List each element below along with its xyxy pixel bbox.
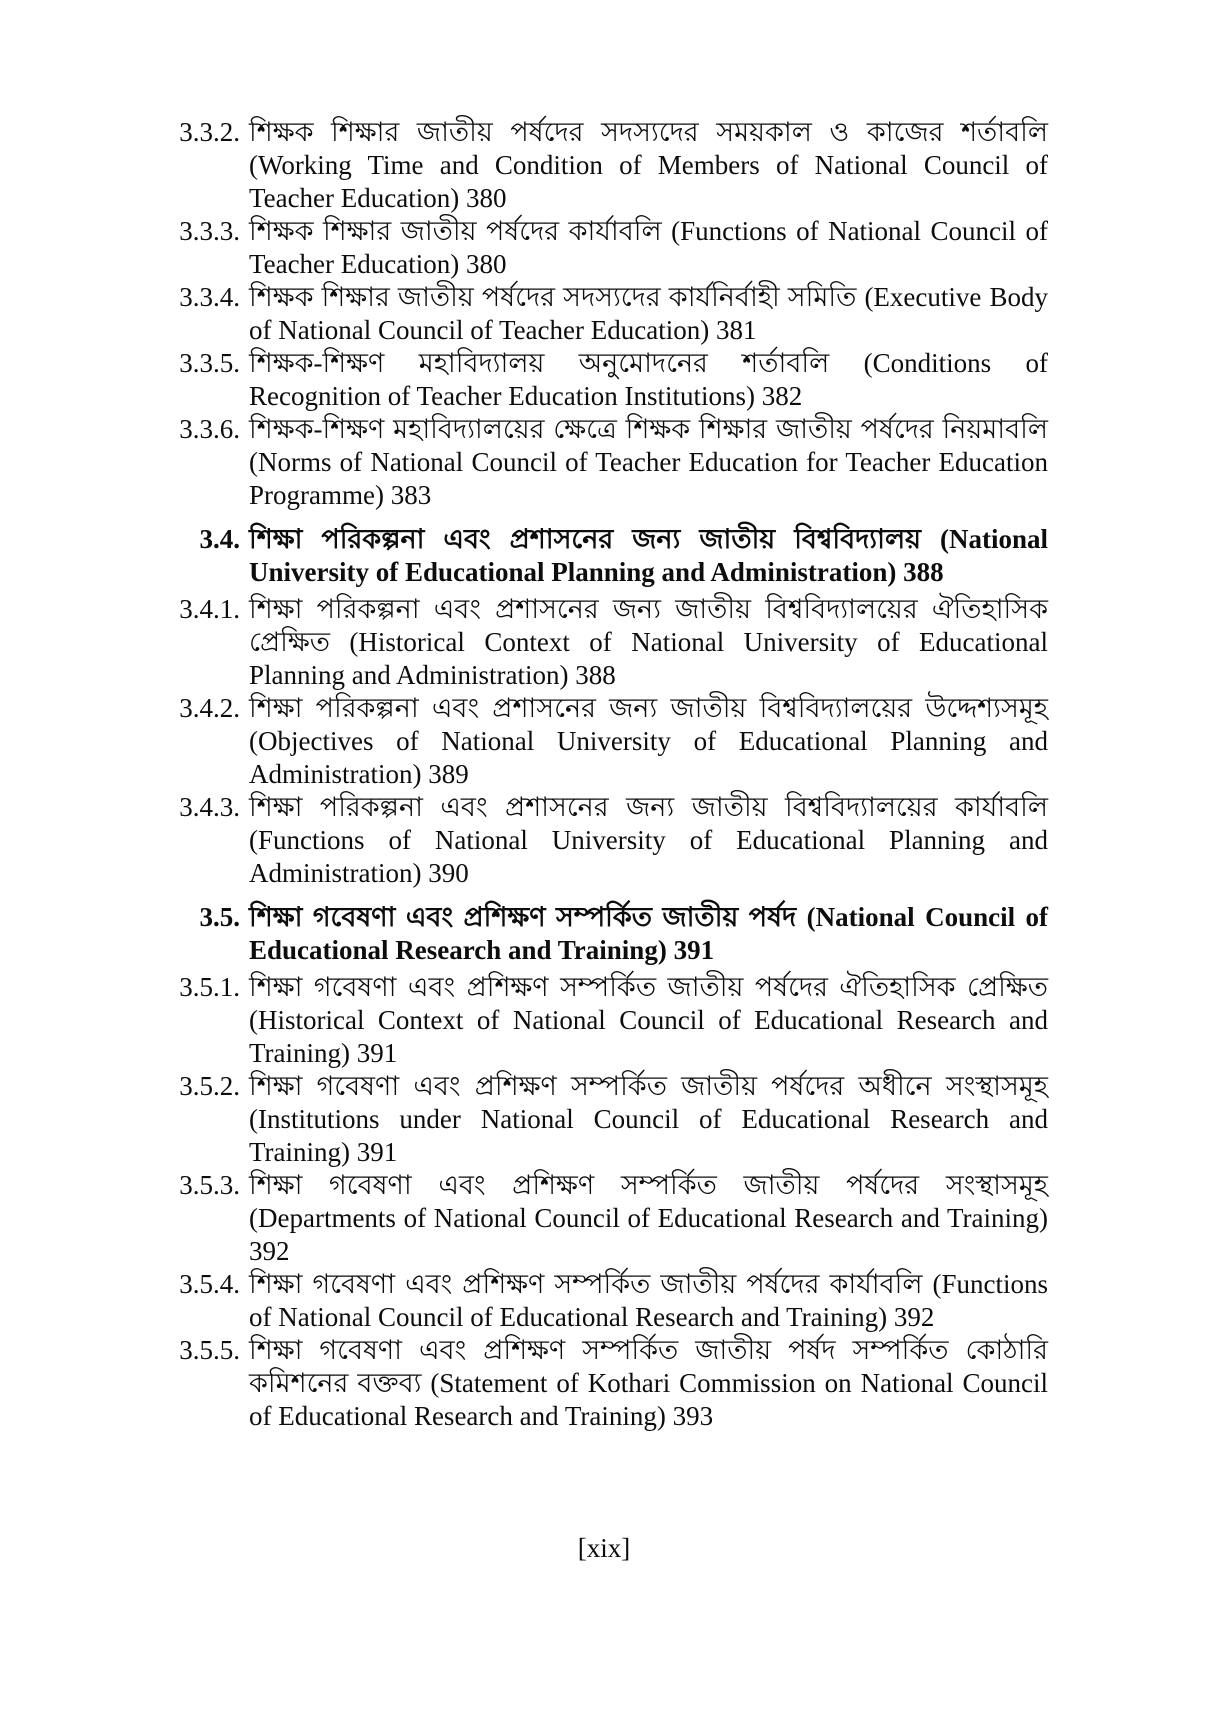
toc-entry-title-bengali: শিক্ষা গবেষণা এবং প্রশিক্ষণ সম্পর্কিত জাতীয় পর্ষদের সংস্থাসমূহ (249, 1170, 1048, 1200)
toc-entry-page: 393 (672, 1401, 714, 1431)
toc-entry-text (249, 1334, 1048, 1433)
toc-entry-number: 3.5.5. (179, 1335, 240, 1365)
toc-entry-number: 3.3.3. (179, 216, 240, 246)
toc-entry (160, 901, 1048, 967)
toc-entry-number: 3.3.5. (179, 348, 240, 378)
toc-entry-page: 392 (249, 1236, 290, 1266)
toc-entry-title-english: (National Council of Educational Research and Training) (249, 902, 1049, 965)
page-number: [xix] (577, 1533, 631, 1563)
toc-entry-title-bengali: শিক্ষা গবেষণা এবং প্রশিক্ষণ সম্পর্কিত জাতীয় পর্ষদের কার্যাবলি (249, 1269, 923, 1299)
toc-entry-title-bengali: শিক্ষক শিক্ষার জাতীয় পর্ষদের সদস্যদের সময়কাল ও কাজের শর্তাবলি (249, 117, 1048, 147)
toc-entry (160, 1334, 1048, 1433)
toc-entry-page: 390 (428, 858, 469, 888)
toc-entry (160, 116, 1048, 215)
toc-entry-page: 391 (673, 935, 715, 965)
toc-entry-text (249, 413, 1048, 512)
toc-entry-title-bengali: শিক্ষা গবেষণা এবং প্রশিক্ষণ সম্পর্কিত জাতীয় পর্ষদ (249, 902, 797, 932)
toc-entry (160, 281, 1048, 347)
toc-entry-title-english: (Historical Context of National University of Educational Planning and Administration) (249, 627, 1048, 690)
toc-entry-page: 380 (466, 249, 507, 279)
toc-entry-title-english: (Statement of Kothari Commission on National Council of Educational Research and Training) (249, 1368, 1048, 1431)
toc-entry (160, 593, 1048, 692)
toc-entry (160, 1169, 1048, 1268)
toc-entry-title-bengali: শিক্ষা গবেষণা এবং প্রশিক্ষণ সম্পর্কিত জাতীয় পর্ষদের অধীনে সংস্থাসমূহ (249, 1071, 1048, 1101)
toc-entry-number: 3.5.3. (179, 1170, 240, 1200)
toc-entry-number: 3.4.3. (179, 792, 240, 822)
toc-entry-title-english: (Functions of National University of Educational Planning and Administration) (249, 825, 1048, 888)
toc-entry-title-english: (Conditions of Recognition of Teacher Education Institutions) (249, 348, 1048, 411)
toc-entry-title-bengali: শিক্ষক শিক্ষার জাতীয় পর্ষদের সদস্যদের কার্যনির্বাহী সমিতি (249, 282, 857, 312)
toc-entry-text (249, 1169, 1048, 1268)
toc-entry-text (249, 347, 1048, 413)
toc-entry-text (249, 281, 1048, 347)
toc-entry-page: 381 (715, 315, 757, 345)
toc-entry-title-english: (Norms of National Council of Teacher Education for Teacher Education Programme) (249, 447, 1048, 510)
toc-entry-page: 382 (761, 381, 803, 411)
toc-entry-text (249, 901, 1048, 967)
toc-entry-page: 388 (575, 660, 616, 690)
toc-entry-title-bengali: শিক্ষা পরিকল্পনা এবং প্রশাসনের জন্য জাতীয় বিশ্ববিদ্যালয়ের ঐতিহাসিক প্রেক্ষিত (249, 594, 1048, 657)
toc-entry-title-bengali: শিক্ষা গবেষণা এবং প্রশিক্ষণ সম্পর্কিত জাতীয় পর্ষদের ঐতিহাসিক প্রেক্ষিত (249, 972, 1048, 1002)
toc-entry-text (249, 1268, 1048, 1334)
toc-entry-page: 388 (903, 557, 944, 587)
toc-entry-title-english: (Functions of National Council of Educational Research and Training) (249, 1269, 1049, 1332)
toc-entry-title-bengali: শিক্ষা গবেষণা এবং প্রশিক্ষণ সম্পর্কিত জাতীয় পর্ষদ সম্পর্কিত কোঠারি কমিশনের বক্তব্য (249, 1335, 1048, 1398)
toc-entry-title-english: (Objectives of National University of Educational Planning and Administration) (249, 726, 1048, 789)
toc-entry (160, 413, 1048, 512)
toc-entry-title-bengali: শিক্ষা পরিকল্পনা এবং প্রশাসনের জন্য জাতীয় বিশ্ববিদ্যালয়ের কার্যাবলি (249, 792, 1048, 822)
toc-list (160, 116, 1048, 1433)
toc-entry-page: 380 (466, 183, 507, 213)
toc-entry (160, 971, 1048, 1070)
toc-entry-text (249, 791, 1048, 890)
toc-entry (160, 347, 1048, 413)
toc-entry-text (249, 593, 1048, 692)
toc-entry-page: 383 (390, 480, 432, 510)
toc-entry (160, 1268, 1048, 1334)
toc-entry-page: 389 (428, 759, 469, 789)
toc-entry-title-english: (Departments of National Council of Educational Research and Training) (249, 1203, 1048, 1233)
toc-entry-text (249, 1070, 1048, 1169)
toc-entry-page: 391 (356, 1038, 398, 1068)
toc-entry-number: 3.4. (199, 524, 240, 554)
toc-entry-number: 3.5. (199, 902, 240, 932)
toc-entry-title-bengali: শিক্ষক-শিক্ষণ মহাবিদ্যালয়ের ক্ষেত্রে শিক্ষক শিক্ষার জাতীয় পর্ষদের নিয়মাবলি (249, 414, 1048, 444)
toc-entry-title-bengali: শিক্ষক-শিক্ষণ মহাবিদ্যালয় অনুমোদনের শর্তাবলি (249, 348, 830, 378)
toc-entry-text (249, 116, 1048, 215)
toc-entry-title-english: (Functions of National Council of Teacher Education) (249, 216, 1049, 279)
toc-entry-title-english: (National University of Educational Planning and Administration) (249, 524, 1049, 587)
toc-entry-number: 3.5.1. (179, 972, 240, 1002)
toc-entry-title-english: (Historical Context of National Council of Educational Research and Training) (249, 1005, 1048, 1068)
toc-entry-title-bengali: শিক্ষা পরিকল্পনা এবং প্রশাসনের জন্য জাতীয় বিশ্ববিদ্যালয়ের উদ্দেশ্যসমূহ (249, 693, 1048, 723)
toc-entry-number: 3.5.2. (179, 1071, 240, 1101)
toc-entry (160, 215, 1048, 281)
toc-entry-number: 3.5.4. (179, 1269, 240, 1299)
toc-entry-title-bengali: শিক্ষা পরিকল্পনা এবং প্রশাসনের জন্য জাতীয় বিশ্ববিদ্যালয় (249, 524, 921, 554)
toc-entry-number: 3.3.2. (179, 117, 240, 147)
toc-entry-number: 3.3.4. (179, 282, 240, 312)
toc-entry-text (249, 215, 1048, 281)
toc-entry-text (249, 523, 1048, 589)
toc-entry-text (249, 971, 1048, 1070)
toc-entry-text (249, 692, 1048, 791)
toc-entry (160, 791, 1048, 890)
toc-entry-page: 391 (356, 1137, 398, 1167)
toc-entry (160, 523, 1048, 589)
toc-entry-number: 3.4.2. (179, 693, 240, 723)
toc-entry-number: 3.3.6. (179, 414, 240, 444)
toc-entry-page: 392 (893, 1302, 935, 1332)
toc-entry-title-english: (Institutions under National Council of Educational Research and Training) (249, 1104, 1048, 1167)
toc-entry-title-bengali: শিক্ষক শিক্ষার জাতীয় পর্ষদের কার্যাবলি (249, 216, 662, 246)
toc-entry-title-english: (Working Time and Condition of Members of National Council of Teacher Education) (249, 150, 1048, 213)
toc-entry (160, 692, 1048, 791)
toc-entry (160, 1070, 1048, 1169)
toc-entry-title-english: (Executive Body of National Council of Teacher Education) (249, 282, 1048, 345)
toc-entry-number: 3.4.1. (179, 594, 240, 624)
